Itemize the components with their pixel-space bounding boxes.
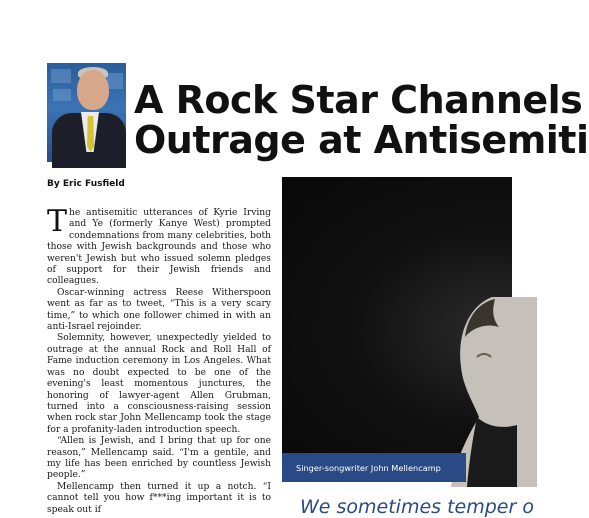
- byline: By Eric Fusfield: [47, 179, 125, 189]
- pull-quote: We sometimes temper o: [300, 496, 534, 518]
- headline-line-1: A Rock Star Channels: [134, 78, 583, 122]
- article-paragraph: Oscar-winning actress Reese Witherspoon went as far as to tweet, “This is a very scary time,” to which one follower chimed in with an anti-Israel rejoinder.: [47, 287, 271, 333]
- headline-line-2: Outrage at Antisemiti: [134, 118, 589, 162]
- article-paragraph: “Allen is Jewish, and I bring that up for one reason,” Mellencamp said. “I'm a gentile, and my life has been enriched by countless Jewish people.”: [47, 436, 271, 481]
- article-paragraph: Solemnity, however, unexpectedly yielded to outrage at the annual Rock and Roll Hall of Fame induction ceremony in Los Angeles. What was no doubt expected to be one of the evening's least momentous junctures, the honoring of lawyer-agent Allen Grubman, turned into a consciousness-raising session when rock star John Mellencamp took the stage for a profanity-laden introduction speech.: [47, 333, 271, 435]
- article-paragraph: The antisemitic utterances of Kyrie Irving and Ye (formerly Kanye West) prompted condemnations from many celebrities, both those with Jewish backgrounds and those who weren't Jewish but who issued solemn pledges of support for their Jewish friends and colleagues.: [47, 204, 271, 287]
- author-photo: [47, 63, 126, 162]
- article-body: [47, 204, 271, 516]
- article-paragraph: Mellencamp then turned it up a notch. “I cannot tell you how f***ing important it is to speak out if: [47, 481, 271, 515]
- photo-caption: Singer-songwriter John Mellencamp: [296, 463, 441, 473]
- drop-cap: T: [47, 204, 68, 239]
- mellencamp-photo: [282, 177, 512, 482]
- headline: [134, 80, 589, 160]
